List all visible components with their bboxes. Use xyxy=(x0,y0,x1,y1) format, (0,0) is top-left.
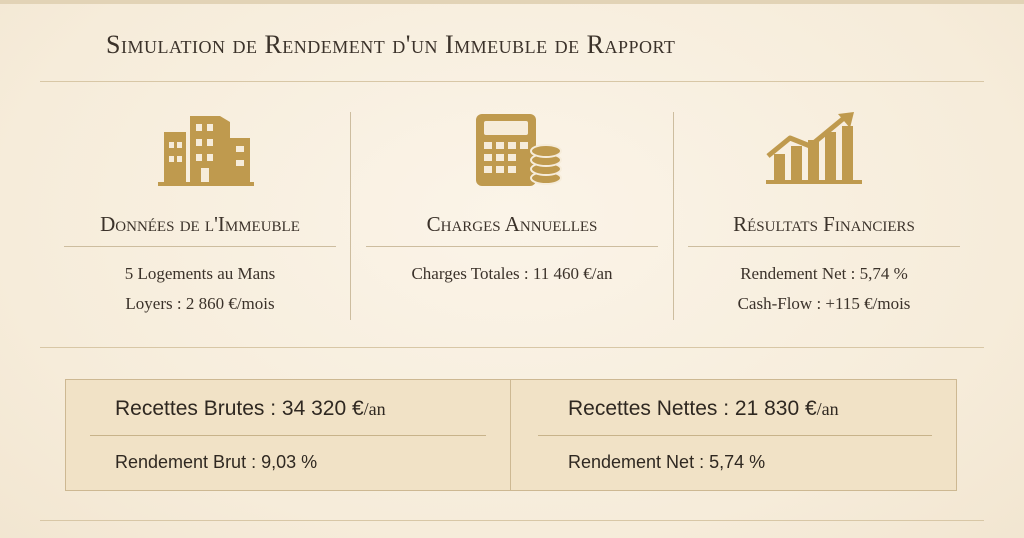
gross-revenue-value: Recettes Brutes : 34 320 € xyxy=(115,397,364,420)
column-divider xyxy=(366,246,658,247)
page-title: Simulation de Rendement d'un Immeuble de Rapport xyxy=(106,30,676,59)
net-revenue-value: Recettes Nettes : 21 830 € xyxy=(568,397,817,420)
gross-revenue-unit: /an xyxy=(363,399,386,419)
title-divider xyxy=(40,81,984,82)
net-revenue-unit: /an xyxy=(816,399,839,419)
gross-yield: Rendement Brut : 9,03 % xyxy=(115,452,318,472)
column-title-charges: Charges Annuelles xyxy=(426,212,598,236)
column-separator xyxy=(673,112,674,320)
column-separator xyxy=(350,112,351,320)
top-border xyxy=(0,0,1024,4)
bottom-divider xyxy=(40,520,984,521)
summary-panel-separator xyxy=(510,379,511,491)
net-revenue xyxy=(568,397,839,421)
column-title-results: Résultats Financiers xyxy=(733,212,915,236)
building-rents: Loyers : 2 860 €/mois xyxy=(125,294,275,313)
section-divider xyxy=(40,347,984,348)
cash-flow: Cash-Flow : +115 €/mois xyxy=(737,294,911,313)
total-charges: Charges Totales : 11 460 €/an xyxy=(411,264,613,283)
bar-chart-growth-icon xyxy=(764,110,864,193)
gross-revenue xyxy=(115,397,386,421)
calculator-coins-icon xyxy=(474,112,564,193)
building-units: 5 Logements au Mans xyxy=(124,264,276,283)
net-yield-summary: Rendement Net : 5,74 % xyxy=(568,452,766,472)
summary-divider xyxy=(90,435,486,436)
building-icon xyxy=(158,112,254,193)
column-title-building: Données de l'Immeuble xyxy=(100,212,300,236)
summary-divider xyxy=(538,435,932,436)
column-divider xyxy=(688,246,960,247)
net-yield: Rendement Net : 5,74 % xyxy=(740,264,908,283)
column-divider xyxy=(64,246,336,247)
